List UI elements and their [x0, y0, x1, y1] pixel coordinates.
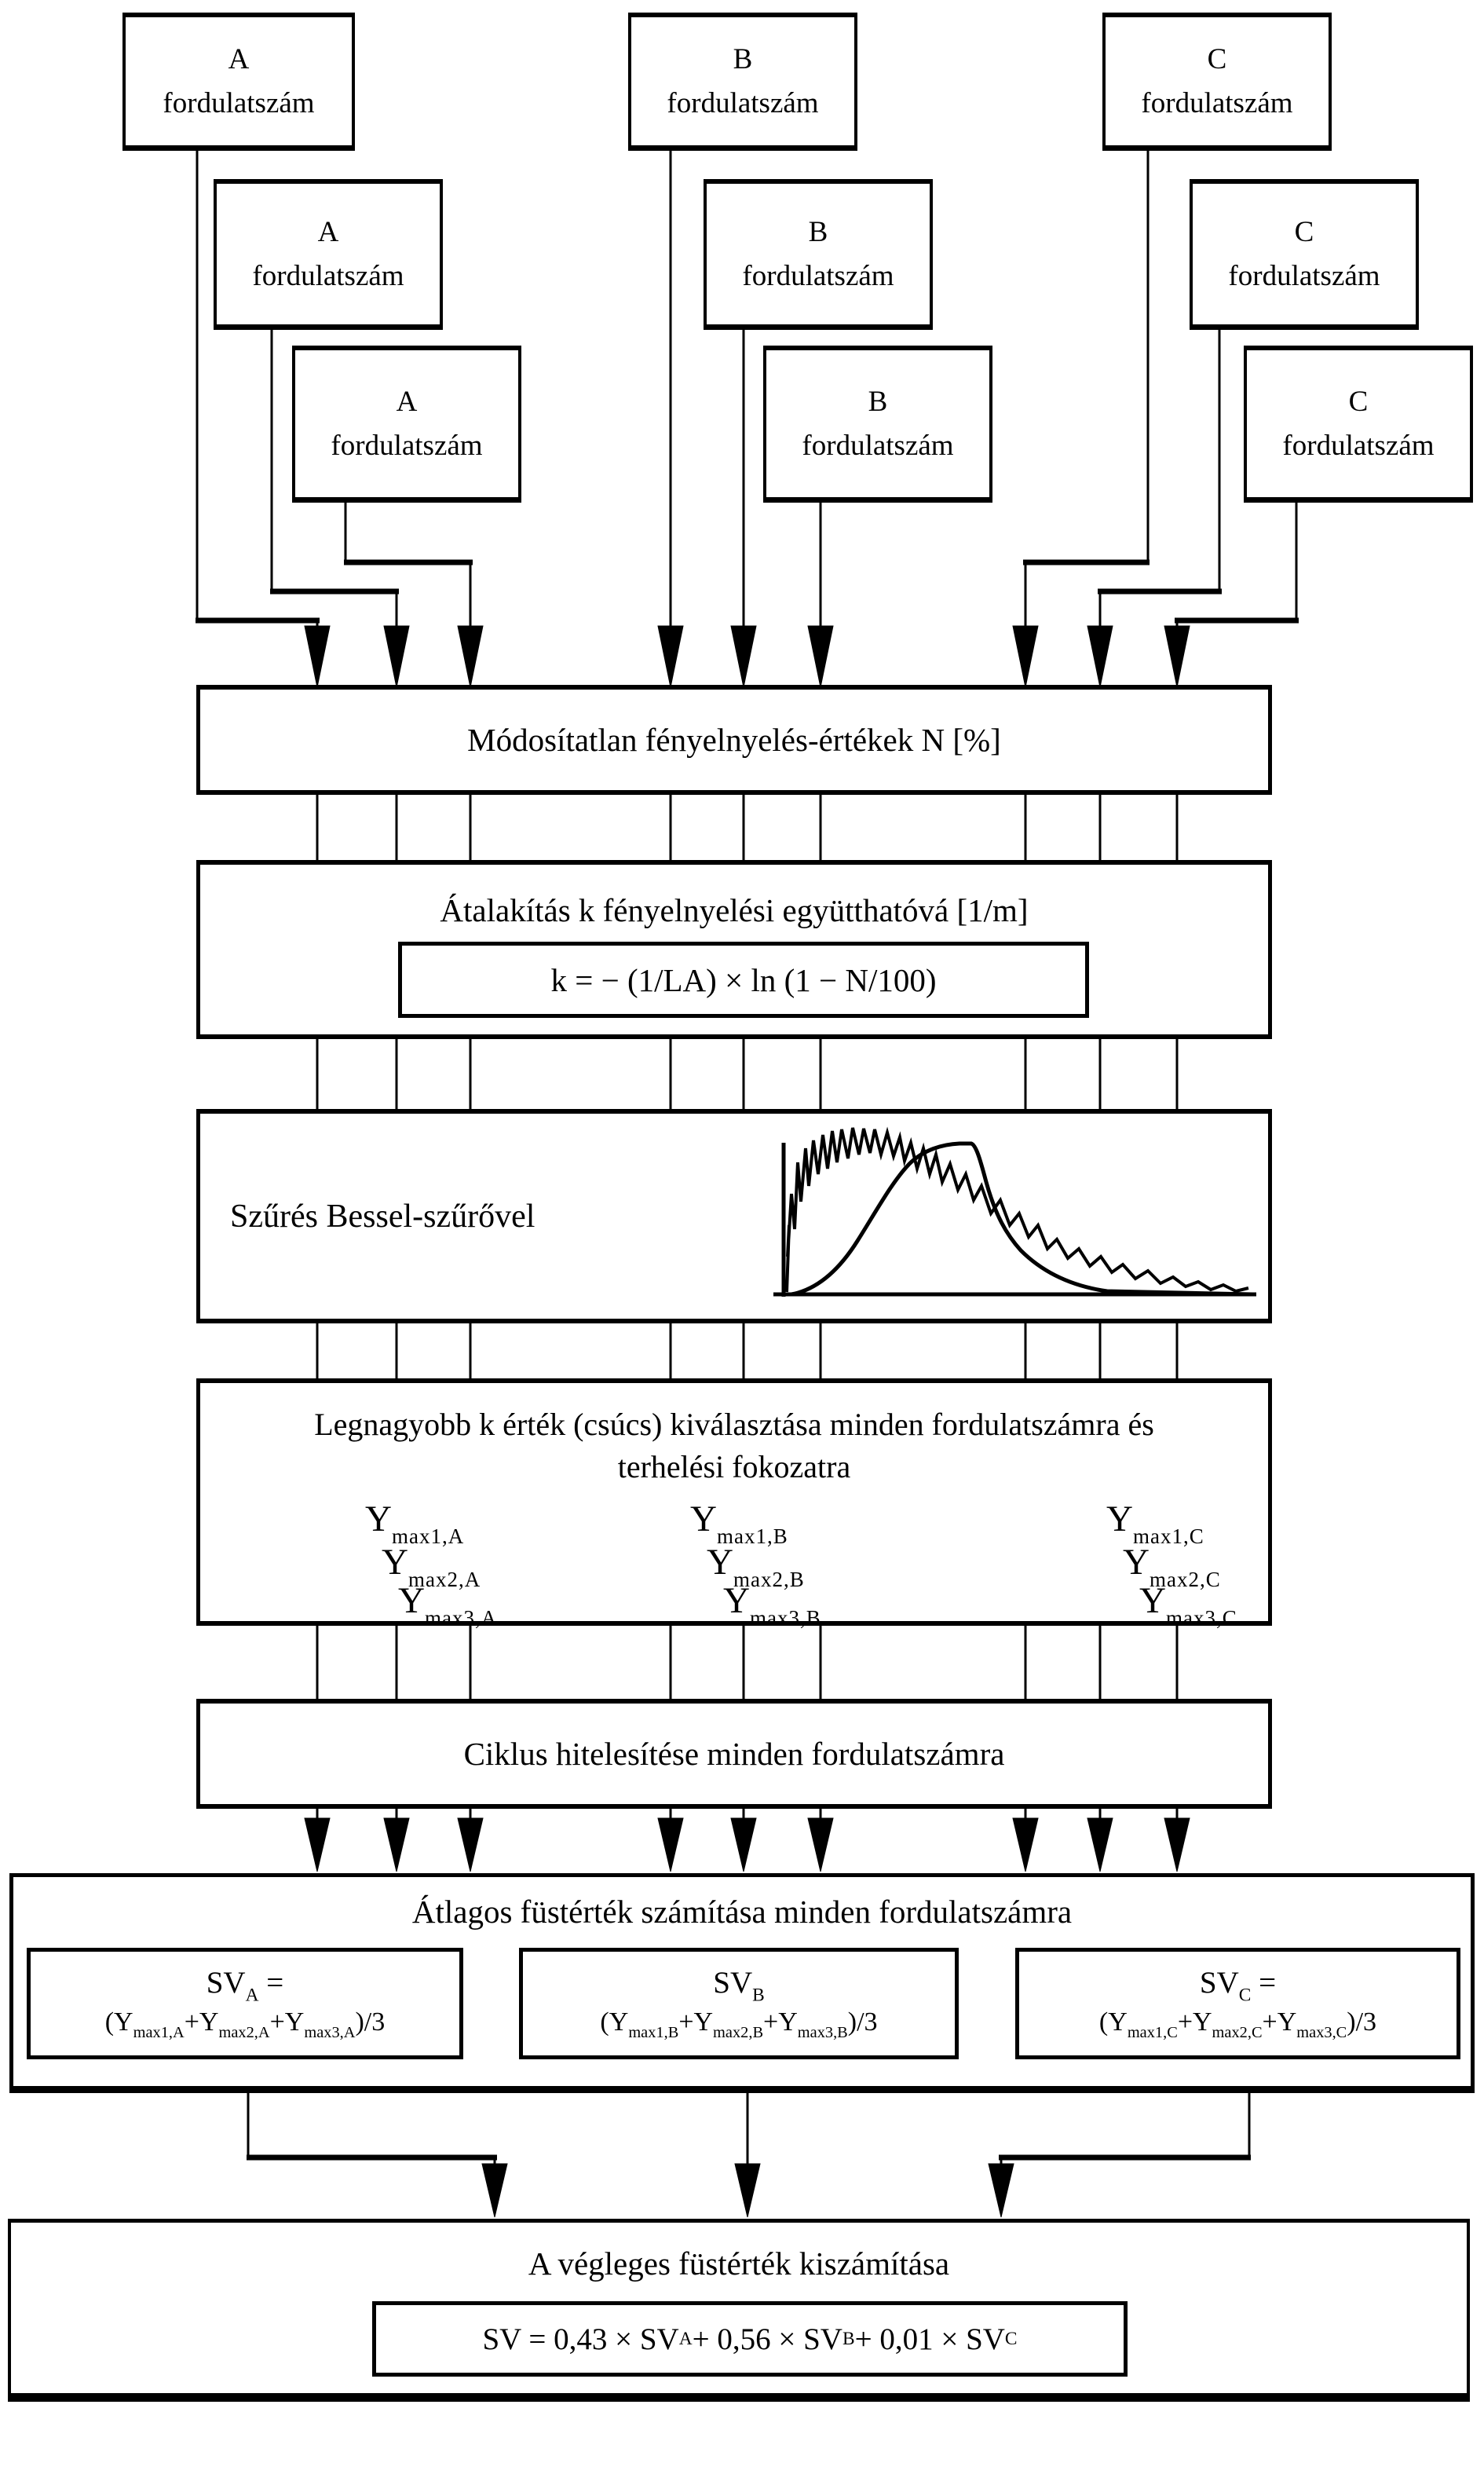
- absorption-values-label: Módosítatlan fényelnyelés-értékek N [%]: [467, 722, 1001, 758]
- speed-box-b1: [628, 13, 857, 151]
- cycle-validation-label: Ciklus hitelesítése minden fordulatszámra: [463, 1736, 1005, 1772]
- average-to-final-arrows: [247, 2090, 1251, 2217]
- speed-box-a1: [122, 13, 355, 151]
- speed-box-word: fordulatszám: [1141, 86, 1293, 119]
- sv-b-head: $SV_B$: [713, 1965, 765, 2006]
- filter-signal-chart: [754, 1111, 1272, 1316]
- absorption-values-box: [196, 685, 1272, 795]
- cycle-to-average-arrows: [305, 1806, 1190, 1872]
- conversion-title: Átalakítás k fényelnyelési együtthatóvá [1/m]: [440, 892, 1029, 928]
- ymax-a3: $Y_{max3,A}$: [398, 1580, 498, 1630]
- average-smoke-title: Átlagos füstérték számítása minden fordulatszámra: [411, 1894, 1073, 1930]
- speed-box-letter: A: [396, 386, 418, 418]
- ymax-c2: $Y_{max2,C}$: [1123, 1542, 1221, 1591]
- speed-box-word: fordulatszám: [667, 86, 819, 119]
- speed-box-letter: C: [1207, 43, 1227, 75]
- filter-signal-plot: [754, 1111, 1272, 1316]
- speed-box-letter: B: [733, 43, 753, 75]
- speed-box-b3: [763, 346, 992, 503]
- bessel-filter-label: Szűrés Bessel-szűrővel: [230, 1198, 535, 1235]
- speed-box-word: fordulatszám: [252, 259, 404, 292]
- speed-box-word: fordulatszám: [742, 259, 894, 292]
- sv-a-expression: $(Y_{max1,A}+Y_{max2,A}+Y_{max3,A})/3$: [104, 2007, 386, 2042]
- speed-box-word: fordulatszám: [802, 429, 954, 462]
- ymax-a2: $Y_{max2,A}$: [382, 1542, 481, 1591]
- ymax-b3: $Y_{max3,B}$: [723, 1580, 821, 1630]
- speed-box-word: fordulatszám: [1282, 429, 1435, 462]
- speed-box-word: fordulatszám: [1228, 259, 1380, 292]
- final-smoke-box: [8, 2219, 1470, 2402]
- sv-b-expression: $(Y_{max1,B}+Y_{max2,B}+Y_{max3,B})/3$: [600, 2007, 878, 2042]
- ymax-a1: $Y_{max1,A}$: [365, 1499, 465, 1548]
- k-formula: k = − (1/LA) × ln (1 − N/100): [550, 961, 937, 998]
- speed-box-c2: [1190, 179, 1419, 330]
- ymax-c3: $Y_{max3,C}$: [1139, 1580, 1237, 1630]
- speed-box-letter: A: [317, 216, 339, 248]
- speed-box-letter: A: [228, 43, 250, 75]
- speed-box-b2: [704, 179, 933, 330]
- sv-c-formula-box: [1015, 1948, 1460, 2059]
- speed-box-letter: B: [868, 386, 888, 418]
- speed-box-word: fordulatszám: [163, 86, 315, 119]
- peak-selection-title: [200, 1404, 1268, 1488]
- speed-box-a2: [214, 179, 443, 330]
- raw-signal-curve: [787, 1128, 1248, 1292]
- final-formula-box: SV = 0,43 × SV A + 0,56 × SV B + 0,01 × SV C: [372, 2301, 1128, 2377]
- k-formula-box: [398, 942, 1089, 1018]
- sv-b-formula-box: [519, 1948, 959, 2059]
- sv-a-head: $SV_A$ =: [206, 1965, 284, 2006]
- speed-box-letter: C: [1294, 216, 1314, 248]
- peak-title-line2: terhelési fokozatra: [617, 1449, 851, 1484]
- peak-selection-box: [196, 1378, 1272, 1630]
- final-smoke-title: A végleges füstérték kiszámítása: [528, 2245, 950, 2282]
- speed-box-a3: [292, 346, 521, 503]
- sv-c-head: $SV_C$ =: [1199, 1965, 1277, 2006]
- cycle-validation-box: [196, 1699, 1272, 1809]
- speed-box-letter: C: [1348, 386, 1369, 418]
- speed-box-c3: [1244, 346, 1473, 503]
- ymax-c1: $Y_{max1,C}$: [1106, 1499, 1204, 1548]
- speed-box-c1: [1102, 13, 1332, 151]
- peak-title-line1: Legnagyobb k érték (csúcs) kiválasztása minden fordulatszámra és: [314, 1407, 1154, 1442]
- speed-box-letter: B: [808, 216, 828, 248]
- ymax-b1: $Y_{max1,B}$: [690, 1499, 788, 1548]
- sv-c-expression: $(Y_{max1,C}+Y_{max2,C}+Y_{max3,C})/3$: [1098, 2007, 1377, 2042]
- speed-box-word: fordulatszám: [331, 429, 483, 462]
- conversion-box: [196, 860, 1272, 1039]
- sv-a-formula-box: [27, 1948, 463, 2059]
- ymax-b2: $Y_{max2,B}$: [707, 1542, 805, 1591]
